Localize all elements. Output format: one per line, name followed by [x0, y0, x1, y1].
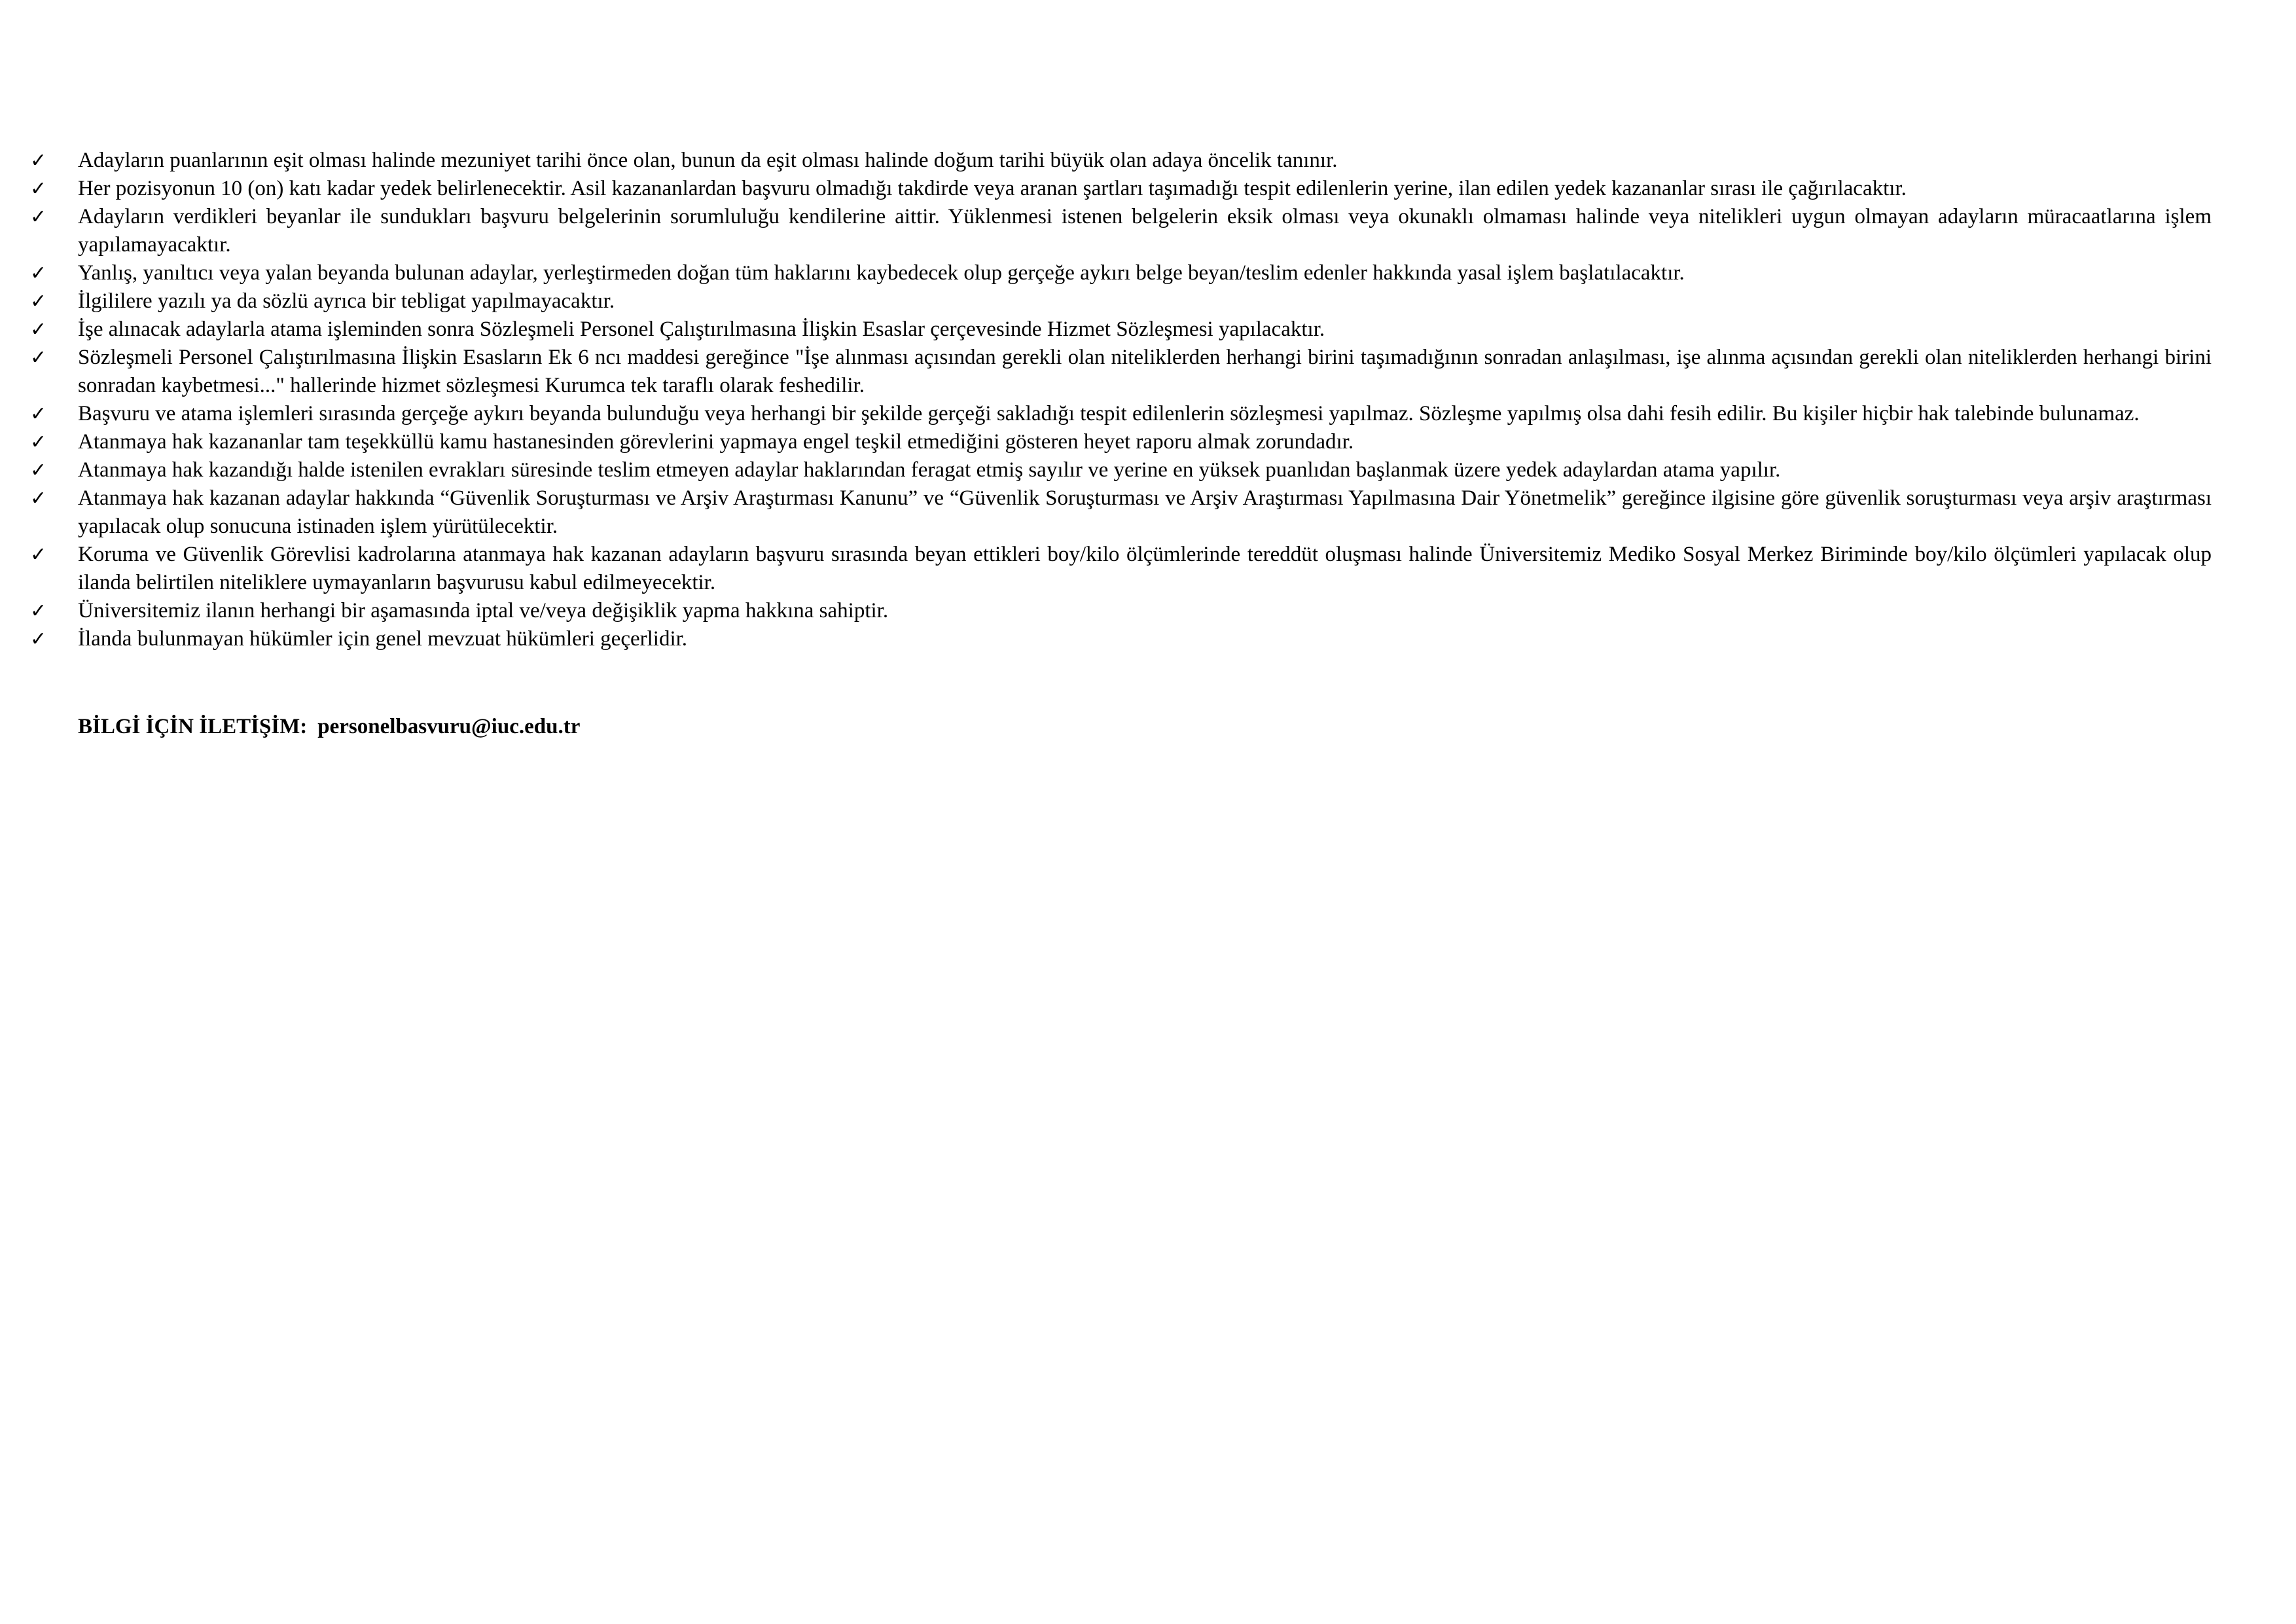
- list-item: [0, 625, 2212, 653]
- list-item-text: Atanmaya hak kazanan adaylar hakkında “Güvenlik Soruşturması ve Arşiv Araştırması Kanunu” ve “Güvenlik Soruşturması ve Arşiv Araştırması Yapılmasına Dair Yönetmelik” gereğince ilgisine göre güvenlik soruşturması veya arşiv araştırması yapılacak olup sonucuna istinaden işlem yürütülecektir.: [78, 486, 2212, 538]
- list-item: [0, 203, 2212, 259]
- list-item-text: Atanmaya hak kazananlar tam teşekküllü kamu hastanesinden görevlerini yapmaya engel teşkil etmediğini gösteren heyet raporu almak zorundadır.: [78, 430, 1354, 454]
- contact-email: personelbasvuru@iuc.edu.tr: [317, 715, 581, 738]
- check-mark-icon: ✓: [30, 318, 47, 341]
- check-mark-icon: ✓: [30, 543, 47, 566]
- list-item: [0, 316, 2212, 344]
- list-item-text: Koruma ve Güvenlik Görevlisi kadrolarına atanmaya hak kazanan adayların başvuru sırasında beyan ettikleri boy/kilo ölçümlerinde tereddüt oluşması halinde Üniversitemiz Mediko Sosyal Merkez Biriminde boy/kilo ölçümleri yapılacak olup ilanda belirtilen niteliklere uymayanların başvurusu kabul edilmeyecektir.: [78, 543, 2212, 594]
- check-mark-icon: ✓: [30, 346, 47, 369]
- list-item-text: Yanlış, yanıltıcı veya yalan beyanda bulunan adaylar, yerleştirmeden doğan tüm haklarını kaybedecek olup gerçeğe aykırı belge beyan/teslim edenler hakkında yasal işlem başlatılacaktır.: [78, 261, 1685, 285]
- check-mark-icon: ✓: [30, 206, 47, 228]
- check-mark-icon: ✓: [30, 403, 47, 425]
- check-mark-icon: ✓: [30, 177, 47, 200]
- check-mark-icon: ✓: [30, 431, 47, 454]
- list-item-text: Adayların verdikleri beyanlar ile sundukları başvuru belgelerinin sorumluluğu kendilerine aittir. Yüklenmesi istenen belgelerin eksik olması veya okunaklı olmaması halinde veya nitelikleri uygun olmayan adayların müracaatlarına işlem yapılamayacaktır.: [78, 205, 2212, 257]
- list-item-text: İlanda bulunmayan hükümler için genel mevzuat hükümleri geçerlidir.: [78, 627, 688, 651]
- list-item: [0, 175, 2212, 203]
- contact-info: [78, 713, 580, 741]
- list-item: [0, 484, 2212, 541]
- check-mark-icon: ✓: [30, 600, 47, 623]
- check-mark-icon: ✓: [30, 459, 47, 482]
- list-item-text: Sözleşmeli Personel Çalıştırılmasına İlişkin Esasların Ek 6 ncı maddesi gereğince "İşe alınması açısından gerekli olan niteliklerden herhangi birini taşımadığının sonradan anlaşılması, işe alınma açısından gerekli olan niteliklerden herhangi birini sonradan kaybetmesi..." hallerinde hizmet sözleşmesi Kurumca tek taraflı olarak feshedilir.: [78, 346, 2212, 397]
- list-item: [0, 400, 2212, 428]
- list-item: [0, 597, 2212, 625]
- list-item-text: Başvuru ve atama işlemleri sırasında gerçeğe aykırı beyanda bulunduğu veya herhangi bir şekilde gerçeği sakladığı tespit edilenlerin sözleşmesi yapılmaz. Sözleşme yapılmış olsa dahi fesih edilir. Bu kişiler hiçbir hak talebinde bulunamaz.: [78, 402, 2140, 425]
- check-mark-icon: ✓: [30, 262, 47, 285]
- check-mark-icon: ✓: [30, 290, 47, 313]
- list-item-text: Her pozisyonun 10 (on) katı kadar yedek belirlenecektir. Asil kazananlardan başvuru olmadığı takdirde veya aranan şartları taşımadığı tespit edilenlerin yerine, ilan edilen yedek kazananlar sırası ile çağırılacaktır.: [78, 177, 1907, 200]
- list-item-text: Adayların puanlarının eşit olması halinde mezuniyet tarihi önce olan, bunun da eşit olması halinde doğum tarihi büyük olan adaya öncelik tanınır.: [78, 149, 1338, 172]
- list-item-text: Atanmaya hak kazandığı halde istenilen evrakları süresinde teslim etmeyen adaylar haklarından feragat etmiş sayılır ve yerine en yüksek puanlıdan başlanmak üzere yedek adaylardan atama yapılır.: [78, 458, 1781, 482]
- list-item: [0, 259, 2212, 287]
- check-mark-icon: ✓: [30, 628, 47, 651]
- check-mark-icon: ✓: [30, 487, 47, 510]
- list-item: [0, 344, 2212, 400]
- list-item-text: Üniversitemiz ilanın herhangi bir aşamasında iptal ve/veya değişiklik yapma hakkına sahiptir.: [78, 599, 889, 623]
- check-mark-icon: ✓: [30, 149, 47, 172]
- contact-label: BİLGİ İÇİN İLETİŞİM:: [78, 715, 308, 738]
- list-item: [0, 541, 2212, 597]
- list-item: [0, 147, 2212, 175]
- list-item-text: İşe alınacak adaylarla atama işleminden sonra Sözleşmeli Personel Çalıştırılmasına İlişkin Esaslar çerçevesinde Hizmet Sözleşmesi yapılacaktır.: [78, 317, 1325, 341]
- list-item: [0, 428, 2212, 456]
- list-item: [0, 287, 2212, 316]
- list-item-text: İlgililere yazılı ya da sözlü ayrıca bir tebligat yapılmayacaktır.: [78, 289, 615, 313]
- announcement-conditions-list: [0, 147, 2296, 653]
- list-item: [0, 456, 2212, 484]
